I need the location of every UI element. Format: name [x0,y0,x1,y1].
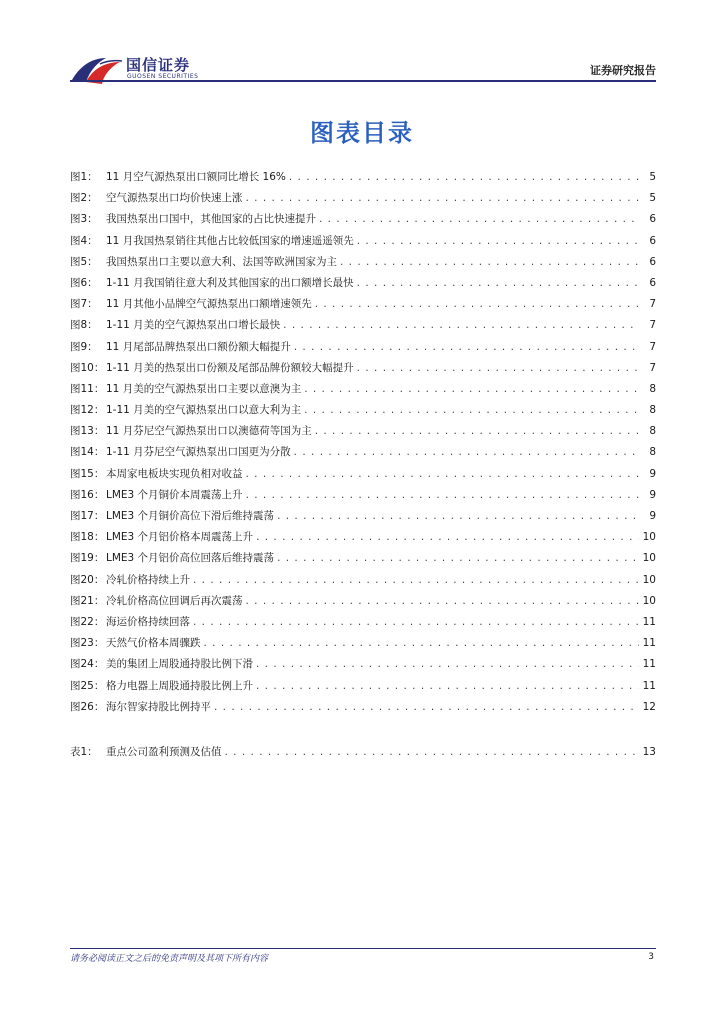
toc-entry-title [70,487,243,502]
toc-entry-page: 10 [642,552,656,565]
toc-entry-text: LME3 个月铜价本周震荡上升 [106,488,243,501]
disclaimer-text: 请务必阅读正文之后的免责声明及其项下所有内容 [70,954,269,964]
toc-entry-page: 12 [642,700,656,713]
toc-entry-title [70,572,190,587]
toc-entry-title [70,744,222,759]
toc-entry-title [70,190,243,205]
toc-entry-title [70,360,354,375]
toc-entry-label: 图3： [70,213,98,226]
toc-entry-page: 10 [642,594,656,607]
figure-list [70,169,656,720]
toc-entry-page: 8 [649,446,656,459]
toc-entry-text: 空气源热泵出口均价快速上涨 [106,192,243,205]
toc-entry-text: LME3 个月铝价高位回落后维持震荡 [106,552,275,565]
toc-entry-page: 8 [649,404,656,417]
toc-entry-title [70,317,280,332]
figure-toc-row[interactable] [70,211,656,232]
logo-english-name: GUOSEN SECURITIES [127,73,199,80]
figure-toc-row[interactable] [70,466,656,487]
toc-entry-page: 8 [649,425,656,438]
toc-entry-label: 图14： [70,446,105,459]
toc-entry-text: 我国热泵出口主要以意大利、法国等欧洲国家为主 [106,255,337,268]
page-number: 3 [648,952,654,962]
toc-entry-page: 5 [649,171,656,183]
toc-entry-text: LME3 个月铝价格本周震荡上升 [106,531,254,544]
figure-toc-row[interactable] [70,360,656,381]
toc-entry-page: 6 [649,234,656,247]
toc-leader-dots [357,362,639,374]
page-title: 图表目录 [310,119,414,147]
toc-entry-text: 11 月芬尼空气源热泵出口以澳德荷等国为主 [106,425,312,438]
toc-entry-text: 重点公司盈利预测及估值 [106,746,222,758]
table-list [70,744,656,765]
toc-leader-dots [357,277,639,289]
figure-toc-row[interactable] [70,254,656,275]
toc-entry-title [70,550,274,565]
page-header [0,0,724,90]
figure-toc-row[interactable] [70,444,656,465]
figure-toc-row[interactable] [70,381,656,402]
toc-entry-title [70,296,312,311]
toc-entry-page: 11 [642,615,656,628]
figure-toc-row[interactable] [70,635,656,656]
toc-entry-title [70,678,253,693]
toc-entry-title [70,656,253,671]
figure-toc-row[interactable] [70,508,656,529]
toc-entry-title [70,275,354,290]
toc-leader-dots [289,171,639,183]
toc-leader-dots [256,680,639,692]
toc-entry-text: 1-11 月芬尼空气源热泵出口国更为分散 [106,446,291,459]
toc-entry-text: 海运价格持续回落 [106,615,190,628]
figure-toc-row[interactable] [70,169,656,190]
toc-entry-text: 天然气价格本周骤跌 [106,637,201,650]
figure-toc-row[interactable] [70,572,656,593]
toc-entry-label: 图25： [70,679,105,692]
toc-leader-dots [246,595,640,607]
toc-entry-page: 6 [649,213,656,226]
toc-entry-page: 11 [642,658,656,671]
toc-leader-dots [304,404,639,416]
report-type-label: 证券研究报告 [590,64,656,77]
toc-entry-text: 11 月空气源热泵出口额同比增长 16% [106,171,286,183]
figure-toc-row[interactable] [70,614,656,635]
toc-leader-dots [294,446,639,458]
toc-entry-title [70,402,301,417]
toc-entry-page: 9 [649,510,656,522]
figure-toc-row[interactable] [70,233,656,254]
toc-entry-label: 图5： [70,255,98,268]
figure-toc-row[interactable] [70,190,656,211]
toc-entry-title [70,529,253,544]
figure-toc-row[interactable] [70,593,656,614]
toc-leader-dots [193,574,639,586]
toc-leader-dots [340,256,639,268]
toc-entry-page: 6 [649,255,656,268]
figure-toc-row[interactable] [70,339,656,360]
figure-toc-row[interactable] [70,487,656,508]
toc-leader-dots [277,510,639,522]
toc-entry-label: 图12： [70,404,105,417]
toc-entry-label: 图23： [70,637,105,650]
toc-entry-page: 13 [642,746,656,758]
toc-leader-dots [357,235,639,247]
toc-entry-label: 图13： [70,425,105,438]
toc-entry-title [70,233,354,248]
toc-entry-text: 11 月尾部品牌热泵出口额份额大幅提升 [106,340,291,353]
toc-entry-text: 美的集团上周股通持股比例下滑 [106,658,253,671]
toc-entry-title [70,614,190,629]
toc-entry-label: 图17： [70,510,105,522]
toc-entry-label: 图8： [70,319,98,332]
toc-entry-text: 1-11 月美的空气源热泵出口增长最快 [106,319,281,332]
toc-entry-title [70,635,201,650]
toc-entry-title [70,339,291,354]
toc-entry-text: 本周家电板块实现负相对收益 [106,467,243,480]
toc-entry-page: 9 [649,488,656,501]
toc-entry-title [70,211,316,226]
toc-leader-dots [256,658,639,670]
toc-entry-text: 11 月美的空气源热泵出口主要以意澳为主 [106,382,302,395]
toc-entry-page: 8 [649,382,656,395]
toc-entry-label: 图9： [70,340,98,353]
toc-entry-page: 7 [649,319,656,332]
toc-entry-page: 10 [642,531,656,544]
toc-entry-title [70,254,337,269]
toc-leader-dots [315,425,639,437]
toc-leader-dots [214,701,639,713]
toc-entry-title [70,466,243,481]
toc-entry-title [70,423,312,438]
toc-entry-page: 5 [649,192,656,205]
toc-entry-title [70,169,286,184]
toc-entry-label: 表1： [70,746,98,758]
toc-entry-title [70,508,274,523]
toc-entry-label: 图18： [70,531,105,544]
toc-leader-dots [246,468,640,480]
toc-entry-page: 11 [642,679,656,692]
toc-entry-text: 11 月我国热泵销往其他占比较低国家的增速遥遥领先 [106,234,354,247]
toc-leader-dots [246,192,640,204]
toc-leader-dots [193,616,639,628]
figure-toc-row[interactable] [70,317,656,338]
toc-entry-text: 1-11 月美的热泵出口份额及尾部品牌份额较大幅提升 [106,361,354,374]
figure-toc-row[interactable] [70,529,656,550]
toc-leader-dots [256,531,639,543]
toc-entry-label: 图7： [70,298,98,311]
toc-entry-label: 图21： [70,594,105,607]
figure-toc-row[interactable] [70,678,656,699]
header-divider [70,80,656,82]
toc-entry-title [70,381,301,396]
figure-toc-row[interactable] [70,423,656,444]
toc-entry-page: 10 [642,573,656,586]
toc-entry-page: 6 [649,276,656,289]
toc-entry-text: 11 月其他小品牌空气源热泵出口额增速领先 [106,298,312,311]
figure-toc-row[interactable] [70,656,656,677]
toc-entry-label: 图15： [70,467,105,480]
toc-entry-label: 图11： [70,382,105,395]
toc-leader-dots [319,213,639,225]
toc-entry-page: 11 [642,637,656,650]
figure-toc-row[interactable] [70,550,656,571]
toc-entry-page: 7 [649,361,656,374]
toc-entry-text: 我国热泵出口国中，其他国家的占比快速提升 [106,213,316,226]
toc-entry-text: 格力电器上周股通持股比例上升 [106,679,253,692]
toc-entry-title [70,699,211,714]
toc-leader-dots [225,746,640,758]
toc-entry-label: 图16： [70,488,105,501]
figure-toc-row[interactable] [70,699,656,720]
toc-leader-dots [246,489,639,501]
toc-entry-label: 图4： [70,234,98,247]
toc-entry-label: 图6： [70,276,98,289]
toc-entry-text: 1-11 月我国销往意大利及其他国家的出口额增长最快 [106,276,354,289]
toc-leader-dots [283,319,639,331]
toc-entry-title [70,593,243,608]
toc-entry-text: 冷轧价格持续上升 [106,573,190,586]
toc-entry-label: 图1： [70,171,98,183]
figure-toc-row[interactable] [70,296,656,317]
toc-entry-label: 图2： [70,192,98,205]
toc-entry-page: 7 [649,340,656,353]
toc-entry-label: 图20： [70,573,105,586]
toc-leader-dots [304,383,639,395]
toc-entry-label: 图22： [70,615,105,628]
toc-entry-label: 图10： [70,361,105,374]
figure-toc-row[interactable] [70,402,656,423]
toc-entry-text: 1-11 月美的空气源热泵出口以意大利为主 [106,404,302,417]
toc-entry-title [70,444,291,459]
toc-entry-text: 海尔智家持股比例持平 [106,700,211,713]
toc-entry-text: 冷轧价格高位回调后再次震荡 [106,594,243,607]
toc-entry-label: 图26： [70,700,105,713]
table-toc-row[interactable] [70,744,656,765]
logo-chinese-name: 国信证券 [126,56,191,74]
toc-entry-text: LME3 个月铜价高位下滑后维持震荡 [106,510,275,522]
toc-entry-label: 图19： [70,552,105,565]
toc-leader-dots [315,298,639,310]
toc-leader-dots [294,341,639,353]
toc-entry-label: 图24： [70,658,105,671]
toc-leader-dots [204,637,640,649]
footer-divider [70,948,656,949]
figure-toc-row[interactable] [70,275,656,296]
toc-entry-page: 7 [649,298,656,311]
toc-leader-dots [277,552,639,564]
toc-entry-page: 9 [649,467,656,480]
